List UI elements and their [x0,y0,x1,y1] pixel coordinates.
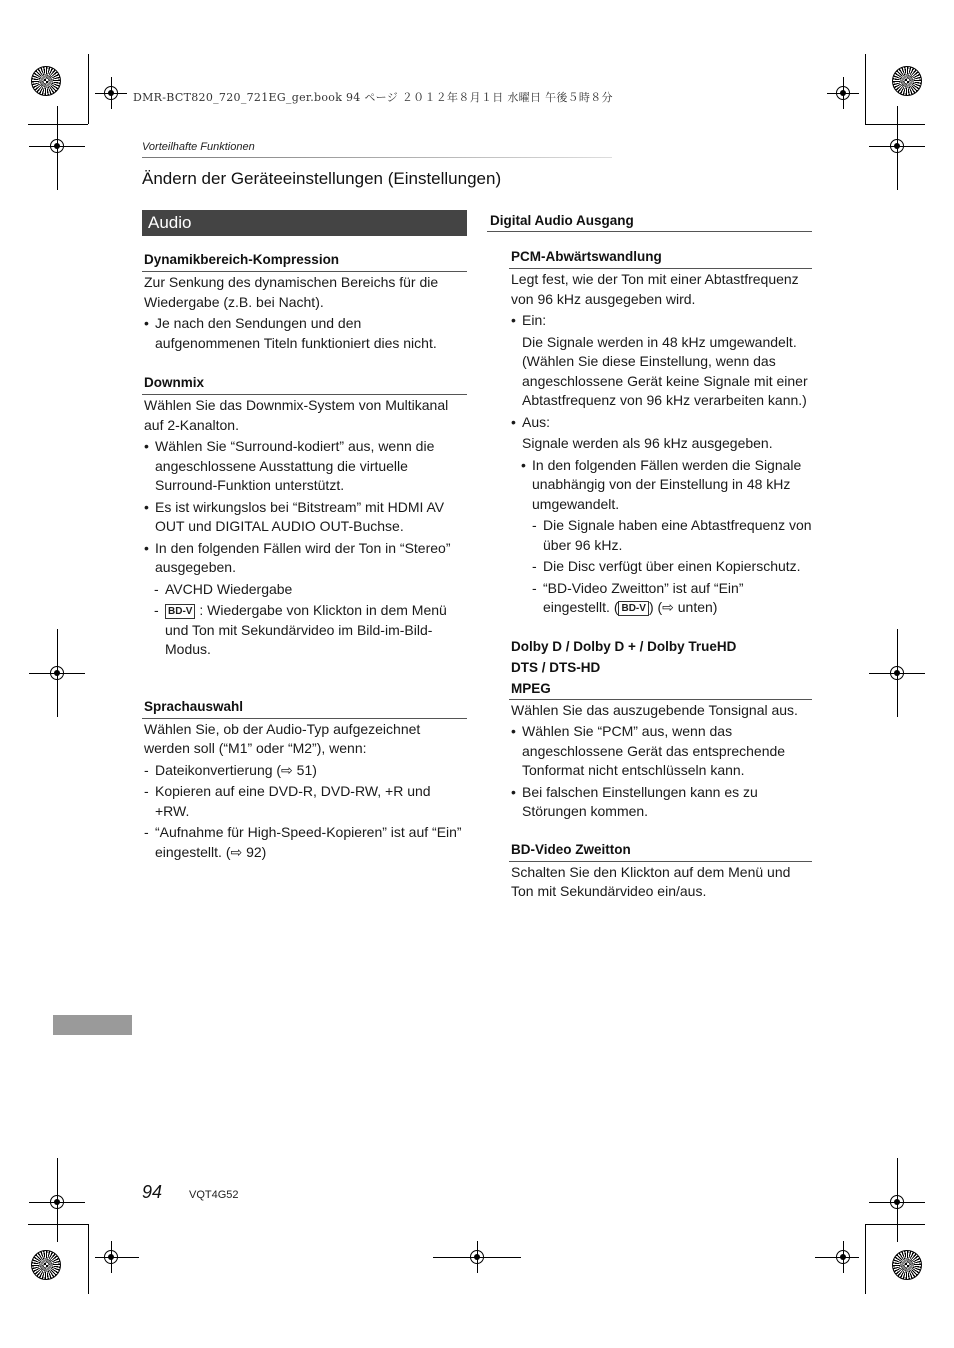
running-head: Vorteilhafte Funktionen [142,141,255,153]
registration-star-icon [31,66,61,96]
pcm-text: Legt fest, wie der Ton mit einer Abtastfrequenz von 96 kHz ausgegeben wird. [511,271,799,307]
list-item: - AVCHD Wiedergabe [154,580,293,597]
registration-star-icon [892,1250,922,1280]
bd-video-badge: BD-V [165,604,195,619]
list-item: • In den folgenden Fällen wird der Ton in “Stereo” ausgegeben. [144,539,451,575]
digital-audio-heading: Digital Audio Ausgang [490,213,634,228]
left-column [144,251,466,862]
list-item: • Es ist wirkungslos bei “Bitstream” mit HDMI AV OUT und DIGITAL AUDIO OUT-Buchse. [144,498,445,534]
list-item: • Wählen Sie “PCM” aus, wenn das angeschlossene Gerät das entsprechende Tonformat nicht entschlüsseln kann. [511,723,786,778]
list-item: • Aus: [511,413,551,430]
sprach-text: Wählen Sie, ob der Audio-Typ aufgezeichnet werden soll (“M1” oder “M2”), wenn: [144,720,421,756]
dolby-heading: Dolby D / Dolby D + / Dolby TrueHD [511,638,737,654]
list-item: - Die Signale haben eine Abtastfrequenz von über 96 kHz. [532,517,812,553]
list-item: • Wählen Sie “Surround-kodiert” aus, wenn die angeschlossene Ausstattung die virtuelle Surround-Funktion unterstützt. [144,438,435,493]
registration-star-icon [31,1250,61,1280]
dyn-heading: Dynamikbereich-Kompression [144,252,340,267]
right-column [511,248,813,902]
mpeg-heading: MPEG [511,680,551,696]
side-tab-marker [53,1015,132,1035]
pcm-ein-text: Die Signale werden in 48 kHz umgewandelt. [522,333,797,350]
registration-star-icon [892,66,922,96]
pcm-aus-text: Signale werden als 96 kHz ausgegeben. [522,435,773,451]
list-item: - Kopieren auf eine DVD-R, DVD-RW, +R und +RW. [144,783,431,819]
document-code: VQT4G52 [189,1189,239,1201]
bdz-text: Schalten Sie den Klickton auf dem Menü und Ton mit Sekundärvideo ein/aus. [511,863,791,899]
header-rule [142,157,612,158]
downmix-heading: Downmix [144,375,205,390]
section-title: Ändern der Geräteeinstellungen (Einstellungen) [142,169,502,188]
list-item: • Ein: [511,312,547,328]
print-info-line: DMR-BCT820_720_721EG_ger.book 94 ページ ２０１２年８月１日 水曜日 午後５時８分 [133,91,613,104]
downmix-text: Wählen Sie das Downmix-System von Multikanal auf 2-Kanalton. [144,397,449,433]
audio-section-bar: Audio [142,210,467,236]
dolby-text: Wählen Sie das auszugebende Tonsignal aus. [511,701,798,718]
list-item: • Je nach den Sendungen und den aufgenommenen Titeln funktioniert dies nicht. [144,315,437,351]
list-item: - Dateikonvertierung (⇨ 51) [144,761,317,778]
list-item: - “Aufnahme für High-Speed-Kopieren” ist auf “Ein” eingestellt. (⇨ 92) [144,824,462,860]
list-item: • In den folgenden Fällen werden die Signale unabhängig von der Einstellung in 48 kHz umgewandelt. [521,456,802,512]
bd-video-badge: BD-V [618,601,648,616]
pcm-ein-note: (Wählen Sie diese Einstellung, wenn das angeschlossene Gerät keine Signale mit einer Abtastfrequenz von 96 kHz verarbeiten kann.) [522,353,808,408]
list-item: - “BD-Video Zweitton” ist auf “Ein” eingestellt. ( BD-V ) (⇨ unten) [532,579,744,615]
list-item: - Die Disc verfügt über einen Kopierschutz. [532,558,801,574]
page-number: 94 [142,1182,163,1202]
pcm-heading: PCM-Abwärtswandlung [511,249,662,264]
sprach-heading: Sprachauswahl [144,698,244,714]
dts-heading: DTS / DTS-HD [511,659,601,675]
list-item: - BD-V : Wiedergabe von Klickton in dem Menü und Ton mit Sekundärvideo im Bild-im-Bild-Modus. [154,602,447,657]
list-item: • Bei falschen Einstellungen kann es zu Störungen kommen. [511,783,758,819]
bdz-heading: BD-Video Zweitton [511,841,631,857]
dyn-text: Zur Senkung des dynamischen Bereichs für die Wiedergabe (z.B. bei Nacht). [144,274,439,310]
